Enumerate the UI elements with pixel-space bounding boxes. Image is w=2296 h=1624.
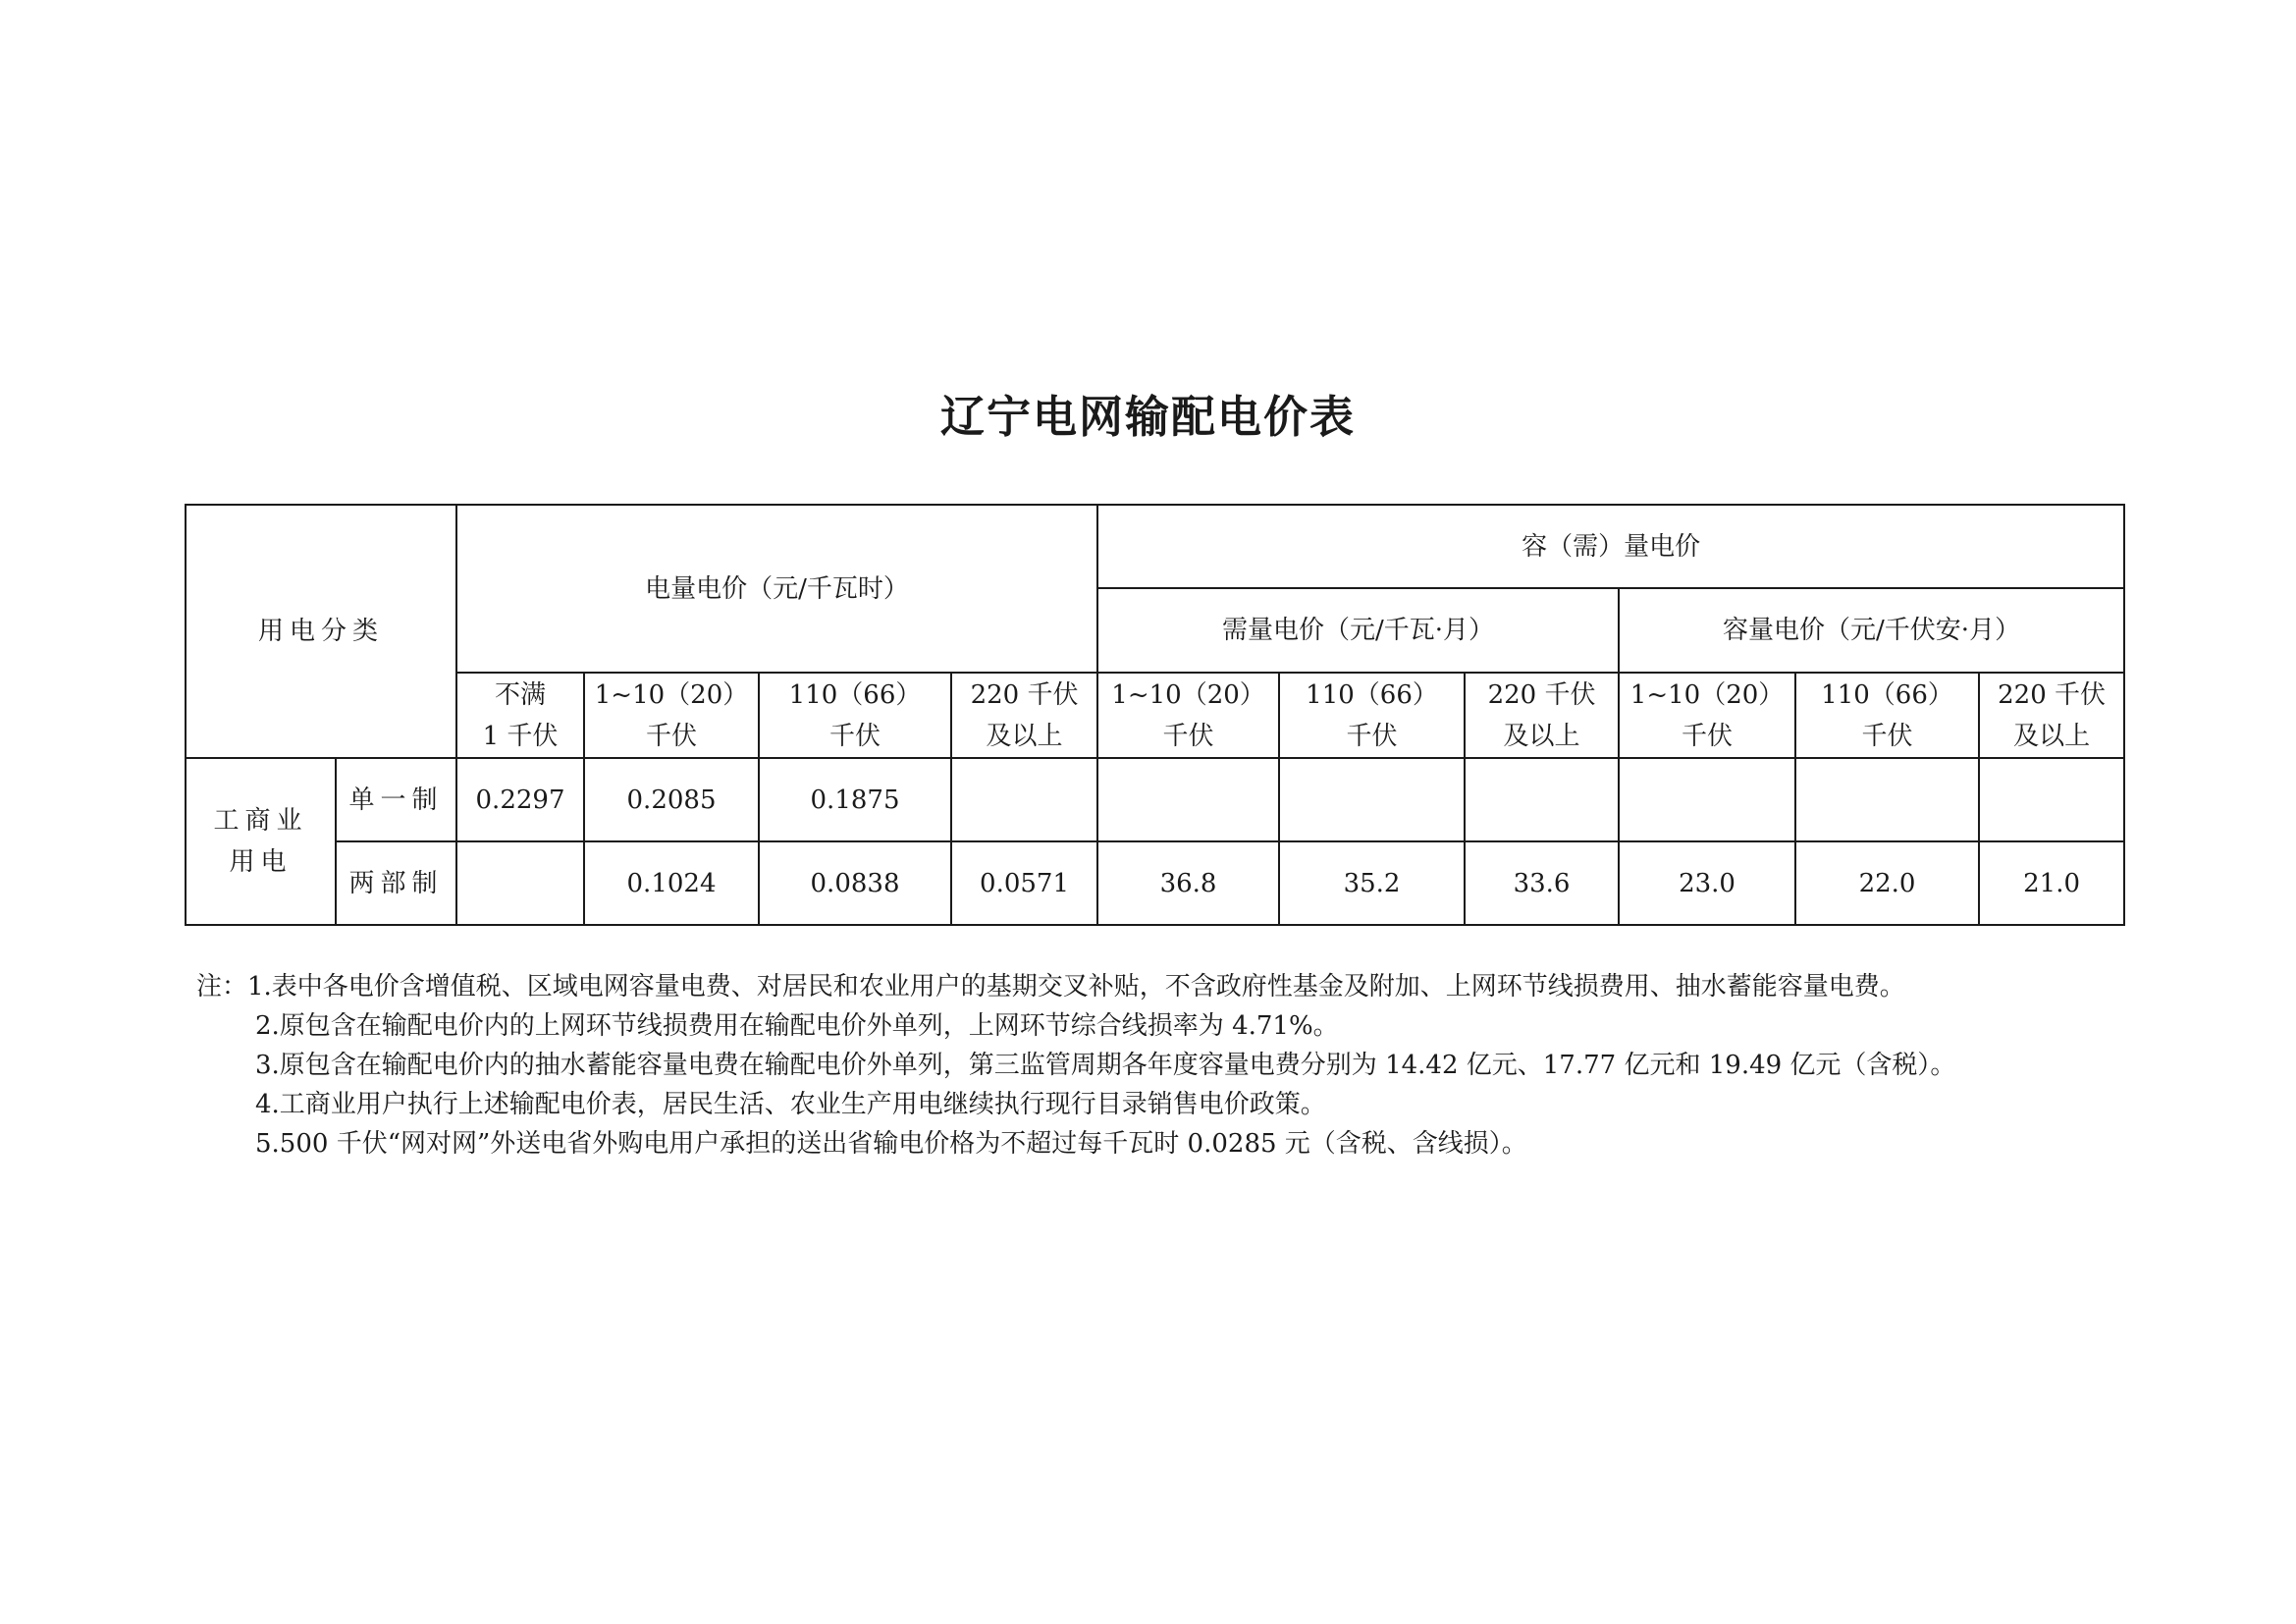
energy-price-header: 电量电价（元/千瓦时） (456, 505, 1097, 673)
voltage-col-line1: 1~10（20） (594, 679, 749, 710)
voltage-col-line2: 及以上 (1503, 721, 1580, 751)
notes-section (196, 967, 1955, 1164)
voltage-col-line1: 220 千伏 (970, 679, 1079, 710)
voltage-col-line2: 1 千伏 (482, 721, 559, 751)
voltage-col-line2: 及以上 (986, 721, 1063, 751)
pricing-type-cell: 单一制 (336, 758, 456, 841)
price-cell (951, 758, 1097, 841)
voltage-col-header (1979, 673, 2124, 758)
price-cell: 21.0 (1979, 841, 2124, 925)
voltage-col-header (1465, 673, 1619, 758)
note-line: 5.500 千伏“网对网”外送电省外购电用户承担的送出省输电价格为不超过每千瓦时 0.0285 元（含税、含线损）。 (255, 1129, 1527, 1159)
price-cell (1097, 758, 1279, 841)
category-cell (186, 758, 336, 925)
demand-price-header: 需量电价（元/千瓦·月） (1097, 588, 1619, 673)
voltage-col-line1: 110（66） (1306, 679, 1438, 710)
voltage-col-header (1279, 673, 1465, 758)
page-title: 辽宁电网输配电价表 (939, 391, 1356, 443)
price-cell: 35.2 (1279, 841, 1465, 925)
voltage-col-line2: 及以上 (2013, 721, 2091, 751)
category-line2: 用电 (229, 847, 293, 877)
voltage-col-line1: 220 千伏 (1487, 679, 1596, 710)
voltage-col-line1: 1~10（20） (1111, 679, 1265, 710)
voltage-col-header (1795, 673, 1979, 758)
capacity-price-header: 容量电价（元/千伏安·月） (1619, 588, 2124, 673)
voltage-col-header (1097, 673, 1279, 758)
voltage-col-header (584, 673, 759, 758)
note-line: 4.工商业用户执行上述输配电价表，居民生活、农业生产用电继续执行现行目录销售电价政策。 (255, 1090, 1326, 1119)
table-row (186, 841, 2124, 925)
price-cell (1619, 758, 1795, 841)
voltage-col-line2: 千伏 (646, 721, 698, 751)
price-cell: 0.0571 (951, 841, 1097, 925)
price-cell: 0.1024 (584, 841, 759, 925)
pricing-type-cell: 两部制 (336, 841, 456, 925)
voltage-col-line2: 千伏 (1162, 721, 1214, 751)
price-cell: 0.2085 (584, 758, 759, 841)
table-row (186, 758, 2124, 841)
header-row-1 (186, 505, 2124, 588)
voltage-col-header (951, 673, 1097, 758)
price-cell: 0.1875 (759, 758, 951, 841)
header-row-3 (186, 673, 2124, 758)
note-line: 注：1.表中各电价含增值税、区域电网容量电费、对居民和农业用户的基期交叉补贴，不含政府性基金及附加、上网环节线损费用、抽水蓄能容量电费。 (196, 972, 1905, 1001)
voltage-col-header (1619, 673, 1795, 758)
voltage-col-line1: 110（66） (1821, 679, 1953, 710)
note-line: 3.原包含在输配电价内的抽水蓄能容量电费在输配电价外单列，第三监管周期各年度容量电费分别为 14.42 亿元、17.77 亿元和 19.49 亿元（含税）。 (255, 1051, 1956, 1080)
price-cell (1465, 758, 1619, 841)
voltage-col-line1: 1~10（20） (1629, 679, 1785, 710)
voltage-col-line1: 110（66） (788, 679, 922, 710)
voltage-col-line2: 千伏 (829, 721, 881, 751)
price-cell (1979, 758, 2124, 841)
voltage-col-line1: 不满 (495, 679, 547, 710)
price-cell: 0.0838 (759, 841, 951, 925)
category-header: 用电分类 (186, 505, 456, 758)
capacity-demand-header: 容（需）量电价 (1097, 505, 2124, 588)
price-cell: 22.0 (1795, 841, 1979, 925)
price-cell: 33.6 (1465, 841, 1619, 925)
price-cell (1795, 758, 1979, 841)
note-line: 2.原包含在输配电价内的上网环节线损费用在输配电价外单列，上网环节综合线损率为 4.71%。 (255, 1011, 1339, 1041)
voltage-col-header (759, 673, 951, 758)
price-cell (456, 841, 584, 925)
price-cell: 0.2297 (456, 758, 584, 841)
voltage-col-line2: 千伏 (1682, 721, 1734, 751)
tariff-table (185, 504, 2125, 926)
price-cell (1279, 758, 1465, 841)
price-cell: 36.8 (1097, 841, 1279, 925)
voltage-col-header (456, 673, 584, 758)
category-line1: 工商业 (213, 806, 308, 836)
voltage-col-line1: 220 千伏 (1998, 679, 2107, 710)
price-cell: 23.0 (1619, 841, 1795, 925)
voltage-col-line2: 千伏 (1861, 721, 1913, 751)
voltage-col-line2: 千伏 (1346, 721, 1398, 751)
